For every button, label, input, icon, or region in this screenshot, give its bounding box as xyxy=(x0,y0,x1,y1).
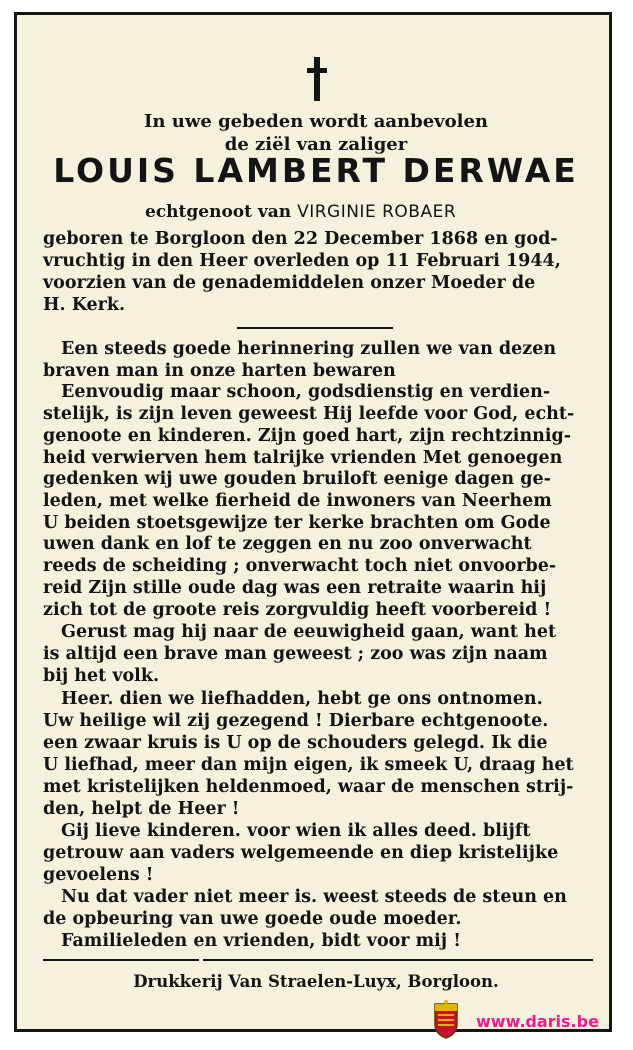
body-line: Gerust mag hij naar de eeuwigheid gaan, want het xyxy=(61,622,557,642)
intro-line: vruchtig in den Heer overleden op 11 Februari 1944, xyxy=(43,251,561,271)
footer-rule-right xyxy=(203,959,593,961)
body-line: braven man in onze harten bewaren xyxy=(43,361,396,381)
body-line: U beiden stoetsgewijze ter kerke brachten om Gode xyxy=(43,513,551,533)
body-line: is altijd een brave man geweest ; zoo was zijn naam xyxy=(43,644,548,664)
intro-line: geboren te Borgloon den 22 December 1868 en god- xyxy=(43,229,558,249)
shield-icon xyxy=(432,1000,460,1040)
printer-credit: Drukkerij Van Straelen-Luyx, Borgloon. xyxy=(133,972,499,991)
body-line: stelijk, is zijn leven geweest Hij leefde voor God, echt- xyxy=(43,404,575,424)
spouse-line xyxy=(145,201,456,223)
body-line: Een steeds goede herinnering zullen we van dezen xyxy=(61,339,557,359)
footer-rule-left xyxy=(43,959,199,961)
body-line: genoote en kinderen. Zijn goed hart, zijn rechtzinnig- xyxy=(43,426,572,446)
memorial-card xyxy=(14,12,612,1032)
body-line: Eenvoudig maar schoon, godsdienstig en verdien- xyxy=(61,382,551,402)
divider xyxy=(237,327,393,329)
header-line-2: de ziël van zaliger xyxy=(224,134,408,155)
body-line: Familieleden en vrienden, bidt voor mij ! xyxy=(61,931,461,951)
body-line: Nu dat vader niet meer is. weest steeds de steun en xyxy=(61,887,567,907)
spouse-name: VIRGINIE ROBAER xyxy=(297,202,457,222)
body-line: uwen dank en lof te zeggen en nu zoo onverwacht xyxy=(43,534,532,554)
intro-line: voorzien van de genademiddelen onzer Moeder de xyxy=(43,273,536,293)
website-watermark: www.daris.be xyxy=(476,1012,599,1031)
cross-icon xyxy=(307,57,327,101)
body-line: de opbeuring van uwe goede oude moeder. xyxy=(43,909,462,929)
body-line: leden, met welke fierheid de inwoners van Neerhem xyxy=(43,491,552,511)
header-line-1: In uwe gebeden wordt aanbevolen xyxy=(144,111,488,132)
body-line: gedenken wij uwe gouden bruiloft eenige dagen ge- xyxy=(43,469,551,489)
body-line: U liefhad, meer dan mijn eigen, ik smeek U, draag het xyxy=(43,755,574,775)
body-line: Uw heilige wil zij gezegend ! Dierbare echtgenoote. xyxy=(43,711,549,731)
spouse-prefix: echtgenoot van xyxy=(145,202,292,222)
body-line: Heer. dien we liefhadden, hebt ge ons ontnomen. xyxy=(61,689,543,709)
body-line: den, helpt de Heer ! xyxy=(43,799,240,819)
body-line: een zwaar kruis is U op de schouders gelegd. Ik die xyxy=(43,733,548,753)
body-line: met kristelijken heldenmoed, waar de menschen strij- xyxy=(43,777,574,797)
body-line: getrouw aan vaders welgemeende en diep kristelijke xyxy=(43,843,559,863)
body-line: zich tot de groote reis zorgvuldig heeft voorbereid ! xyxy=(43,600,552,620)
body-line: gevoelens ! xyxy=(43,865,154,885)
body-line: heid verwierven hem talrijke vrienden Met genoegen xyxy=(43,448,563,468)
body-line: reid Zijn stille oude dag was een retraite waarin hij xyxy=(43,578,547,598)
deceased-name: LOUIS LAMBERT DERWAE xyxy=(53,151,579,190)
body-line: reeds de scheiding ; onverwacht toch niet onvoorbe- xyxy=(43,556,557,576)
body-line: bij het volk. xyxy=(43,666,160,686)
intro-line: H. Kerk. xyxy=(43,295,126,315)
body-line: Gij lieve kinderen. voor wien ik alles deed. blijft xyxy=(61,821,531,841)
